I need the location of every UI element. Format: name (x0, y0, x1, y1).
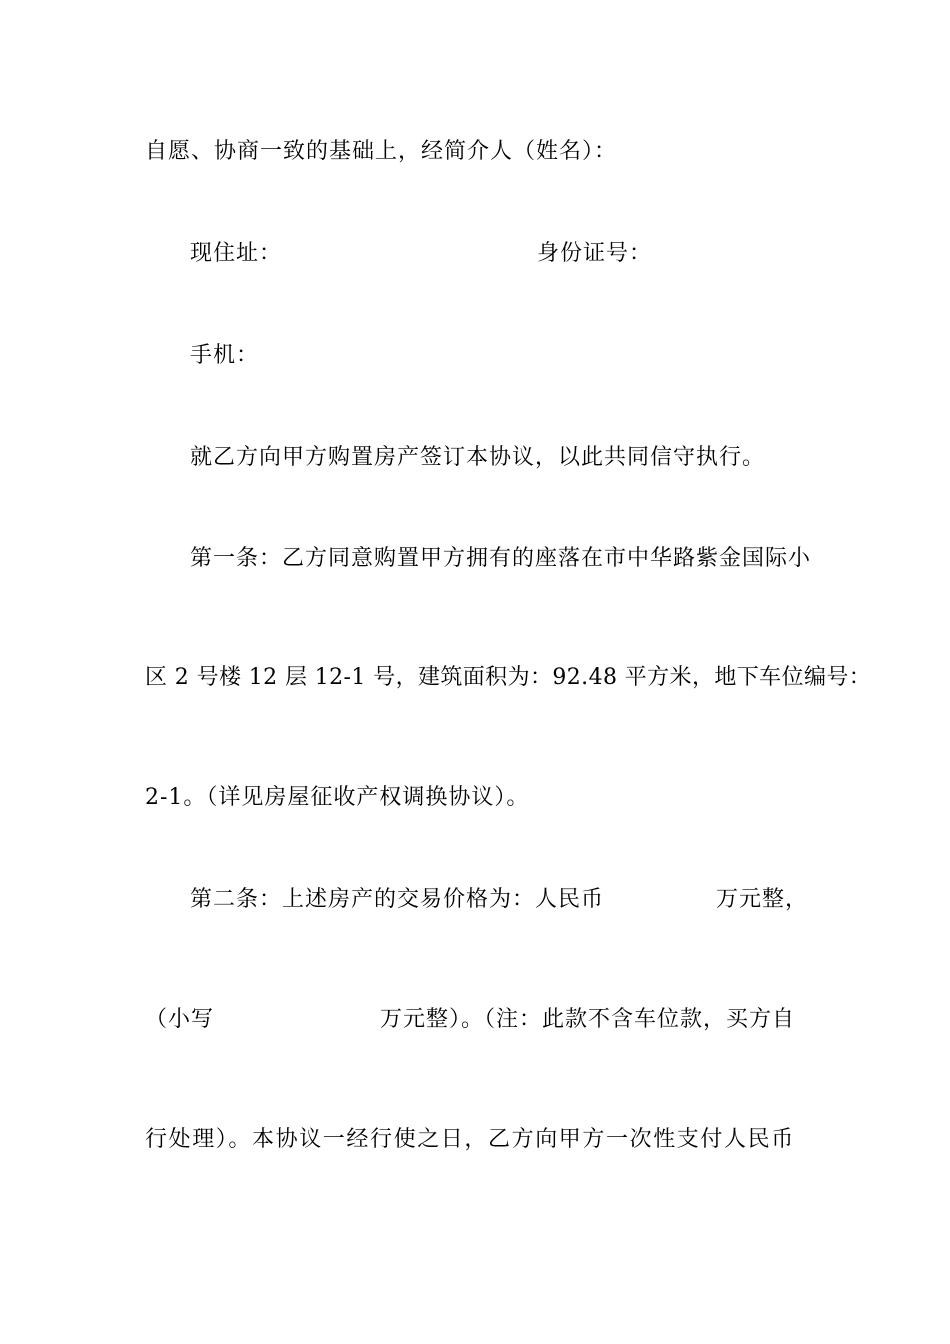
address-label: 现住址： (190, 241, 283, 266)
article-2-payment-line: 行处理）。本协议一经行使之日，乙方向甲方一次性支付人民币 (145, 1127, 795, 1152)
article-2-lowercase-label: （小写 (145, 1007, 215, 1032)
agreement-purpose-line: 就乙方向甲方购置房产签订本协议，以此共同信守执行。 (190, 445, 766, 470)
article-1-line-2: 区 2 号楼 12 层 12-1 号，建筑面积为：92.48 平方米，地下车位编号： (145, 665, 872, 690)
article-2-note: 万元整）。（注：此款不含车位款，买方自 (380, 1007, 796, 1032)
article-1-line-1: 第一条：乙方同意购置甲方拥有的座落在市中华路紫金国际小 (190, 546, 812, 571)
phone-label: 手机： (190, 343, 260, 368)
id-number-label: 身份证号： (537, 241, 653, 266)
article-1-line-3: 2-1。（详见房屋征收产权调换协议）。 (145, 785, 530, 810)
article-2-price-label: 第二条：上述房产的交易价格为：人民币 (190, 887, 605, 912)
article-2-price-unit: 万元整， (716, 887, 809, 912)
intro-line: 自愿、协商一致的基础上，经简介人（姓名）： (145, 139, 618, 164)
